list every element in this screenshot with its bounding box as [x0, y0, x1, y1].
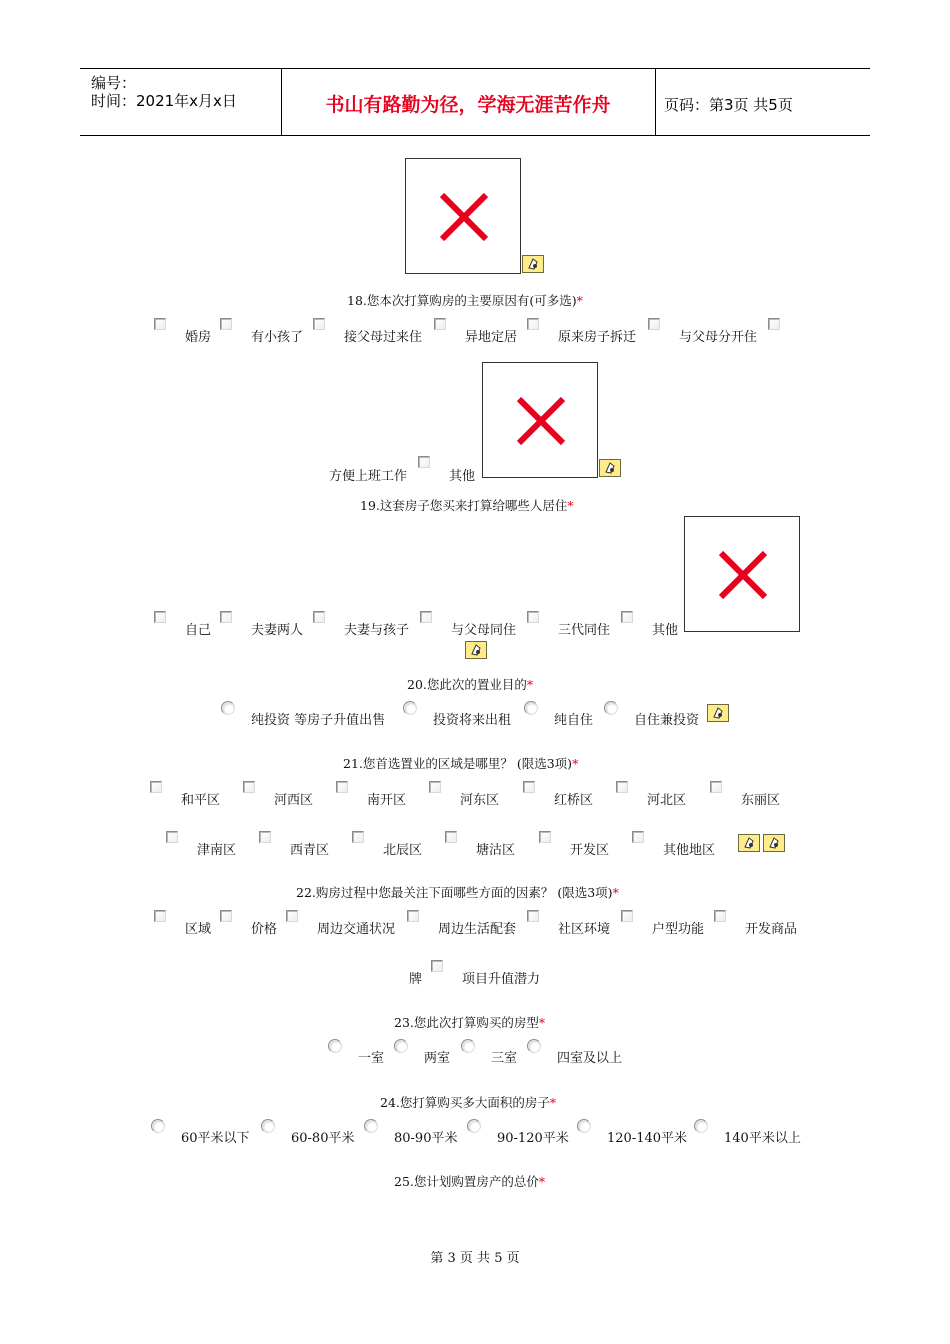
q21-checkbox-13[interactable] — [632, 831, 644, 843]
q22-option-label: 社区环境 — [558, 922, 611, 937]
q21-option-label: 东丽区 — [741, 793, 781, 808]
q21-option-label: 河西区 — [274, 793, 314, 808]
q22-checkbox-4[interactable] — [407, 910, 419, 922]
q19-option-label: 与父母同住 — [451, 623, 517, 638]
q19-option-label: 自己 — [185, 623, 212, 638]
q20-radio-1[interactable] — [221, 701, 235, 715]
q23-radio-3[interactable] — [461, 1039, 475, 1053]
q24-radio-3[interactable] — [364, 1119, 378, 1133]
q18-checkbox-7[interactable] — [768, 318, 780, 330]
question-23-title: 23.您此次打算购买的房型* — [394, 1015, 546, 1030]
q21-option-label: 津南区 — [197, 843, 237, 858]
q18-option-label: 与父母分开住 — [679, 330, 758, 345]
q22-checkbox-2[interactable] — [220, 910, 232, 922]
q22-option-label: 价格 — [251, 922, 278, 937]
q18-option-label: 接父母过来住 — [344, 330, 423, 345]
q18-checkbox-5[interactable] — [527, 318, 539, 330]
q21-checkbox-3[interactable] — [336, 781, 348, 793]
q18-checkbox-1[interactable] — [154, 318, 166, 330]
q21-option-label: 其他地区 — [663, 843, 716, 858]
q23-option-label: 四室及以上 — [557, 1051, 623, 1066]
question-25-title: 25.您计划购置房产的总价* — [394, 1174, 546, 1189]
image-placeholder-icon — [465, 641, 487, 659]
q24-radio-5[interactable] — [577, 1119, 591, 1133]
q19-checkbox-2[interactable] — [220, 611, 232, 623]
image-placeholder-icon — [522, 255, 544, 273]
q18-option-label: 有小孩了 — [251, 330, 304, 345]
q22-checkbox-1[interactable] — [154, 910, 166, 922]
q18-checkbox-4[interactable] — [434, 318, 446, 330]
q18-option-label: 原来房子拆迁 — [558, 330, 637, 345]
q21-checkbox-12[interactable] — [539, 831, 551, 843]
q18-option-label: 异地定居 — [465, 330, 518, 345]
q21-option-label: 河东区 — [460, 793, 500, 808]
q24-option-label: 80-90平米 — [394, 1131, 458, 1146]
q23-radio-1[interactable] — [328, 1039, 342, 1053]
q18-checkbox-6[interactable] — [648, 318, 660, 330]
doc-number-label: 编号： — [91, 74, 137, 92]
q22-option-label: 项目升值潜力 — [462, 972, 541, 987]
q20-radio-2[interactable] — [403, 701, 417, 715]
q24-radio-4[interactable] — [467, 1119, 481, 1133]
q19-option-label: 夫妻与孩子 — [344, 623, 410, 638]
time-label: 时间：2021年x月x日 — [91, 92, 237, 110]
q18-checkbox-8[interactable] — [418, 456, 430, 468]
broken-image-3 — [684, 516, 800, 632]
q24-option-label: 90-120平米 — [497, 1131, 569, 1146]
header-bottom-border — [80, 135, 870, 136]
q23-radio-4[interactable] — [527, 1039, 541, 1053]
q21-checkbox-5[interactable] — [523, 781, 535, 793]
question-18-title: 18.您本次打算购房的主要原因有(可多选)* — [347, 293, 583, 308]
q22-option-label: 区域 — [185, 922, 212, 937]
header-motto: 书山有路勤为径，学海无涯苦作舟 — [325, 94, 611, 116]
q22-checkbox-7[interactable] — [714, 910, 726, 922]
q22-option-label: 开发商品 — [745, 922, 798, 937]
q20-radio-4[interactable] — [604, 701, 618, 715]
q18-option-label: 婚房 — [185, 330, 212, 345]
q21-checkbox-11[interactable] — [445, 831, 457, 843]
question-21-title: 21.您首选置业的区域是哪里？ (限选3项)* — [343, 756, 579, 771]
q23-option-label: 三室 — [491, 1051, 518, 1066]
q19-option-label: 三代同住 — [558, 623, 611, 638]
page-footer: 第 3 页 共 5 页 — [430, 1251, 520, 1266]
header-top-border — [80, 68, 870, 69]
broken-image-icon — [406, 159, 522, 275]
q19-checkbox-5[interactable] — [527, 611, 539, 623]
q21-checkbox-9[interactable] — [259, 831, 271, 843]
q24-option-label: 140平米以上 — [724, 1131, 801, 1146]
q22-option-label: 周边生活配套 — [438, 922, 517, 937]
q21-option-label: 和平区 — [181, 793, 221, 808]
q22-option-label: 户型功能 — [652, 922, 705, 937]
broken-image-2 — [482, 362, 598, 478]
q21-checkbox-6[interactable] — [616, 781, 628, 793]
q23-radio-2[interactable] — [394, 1039, 408, 1053]
image-placeholder-icon — [763, 834, 785, 852]
q21-option-label: 塘沽区 — [476, 843, 516, 858]
image-placeholder-icon — [599, 459, 621, 477]
header-divider-right — [655, 68, 656, 136]
q20-radio-3[interactable] — [524, 701, 538, 715]
q21-checkbox-10[interactable] — [352, 831, 364, 843]
q19-checkbox-3[interactable] — [313, 611, 325, 623]
q18-option-label: 方便上班工作 — [329, 469, 408, 484]
q18-checkbox-3[interactable] — [313, 318, 325, 330]
q22-option-label-continued: 牌 — [409, 972, 423, 987]
q24-radio-1[interactable] — [151, 1119, 165, 1133]
q23-option-label: 两室 — [424, 1051, 451, 1066]
q20-option-label: 投资将来出租 — [433, 713, 512, 728]
q19-checkbox-6[interactable] — [621, 611, 633, 623]
question-24-title: 24.您打算购买多大面积的房子* — [380, 1095, 557, 1110]
q24-option-label: 120-140平米 — [607, 1131, 688, 1146]
q19-option-label: 其他 — [652, 623, 679, 638]
image-placeholder-icon — [738, 834, 760, 852]
q24-option-label: 60平米以下 — [181, 1131, 250, 1146]
question-20-title: 20.您此次的置业目的* — [407, 677, 534, 692]
question-22-title: 22.购房过程中您最关注下面哪些方面的因素？ (限选3项)* — [296, 885, 619, 900]
question-19-title: 19.这套房子您买来打算给哪些人居住* — [360, 498, 574, 513]
q21-checkbox-1[interactable] — [150, 781, 162, 793]
broken-image-icon — [685, 517, 801, 633]
q21-option-label: 南开区 — [367, 793, 407, 808]
q21-option-label: 西青区 — [290, 843, 330, 858]
q19-checkbox-1[interactable] — [154, 611, 166, 623]
q21-checkbox-2[interactable] — [243, 781, 255, 793]
q18-option-label: 其他 — [449, 469, 476, 484]
q19-checkbox-4[interactable] — [420, 611, 432, 623]
q21-checkbox-4[interactable] — [429, 781, 441, 793]
q21-option-label: 开发区 — [570, 843, 610, 858]
q24-radio-6[interactable] — [694, 1119, 708, 1133]
broken-image-1 — [405, 158, 521, 274]
q20-option-label: 自住兼投资 — [634, 713, 700, 728]
q19-option-label: 夫妻两人 — [251, 623, 304, 638]
q22-checkbox-6[interactable] — [621, 910, 633, 922]
q21-checkbox-8[interactable] — [166, 831, 178, 843]
image-placeholder-icon — [707, 704, 729, 722]
q18-checkbox-2[interactable] — [220, 318, 232, 330]
q24-radio-2[interactable] — [261, 1119, 275, 1133]
broken-image-icon — [483, 363, 599, 479]
q21-checkbox-7[interactable] — [710, 781, 722, 793]
q21-option-label: 河北区 — [647, 793, 687, 808]
q20-option-label: 纯自住 — [554, 713, 594, 728]
q20-option-label: 纯投资 等房子升值出售 — [251, 713, 386, 728]
q24-option-label: 60-80平米 — [291, 1131, 355, 1146]
q22-checkbox-3[interactable] — [286, 910, 298, 922]
page-info: 页码：第3页 共5页 — [664, 96, 793, 114]
q22-checkbox-5[interactable] — [527, 910, 539, 922]
q22-option-label: 周边交通状况 — [317, 922, 396, 937]
q22-checkbox-8[interactable] — [431, 960, 443, 972]
q21-option-label: 红桥区 — [554, 793, 594, 808]
q21-option-label: 北辰区 — [383, 843, 423, 858]
q23-option-label: 一室 — [358, 1051, 385, 1066]
